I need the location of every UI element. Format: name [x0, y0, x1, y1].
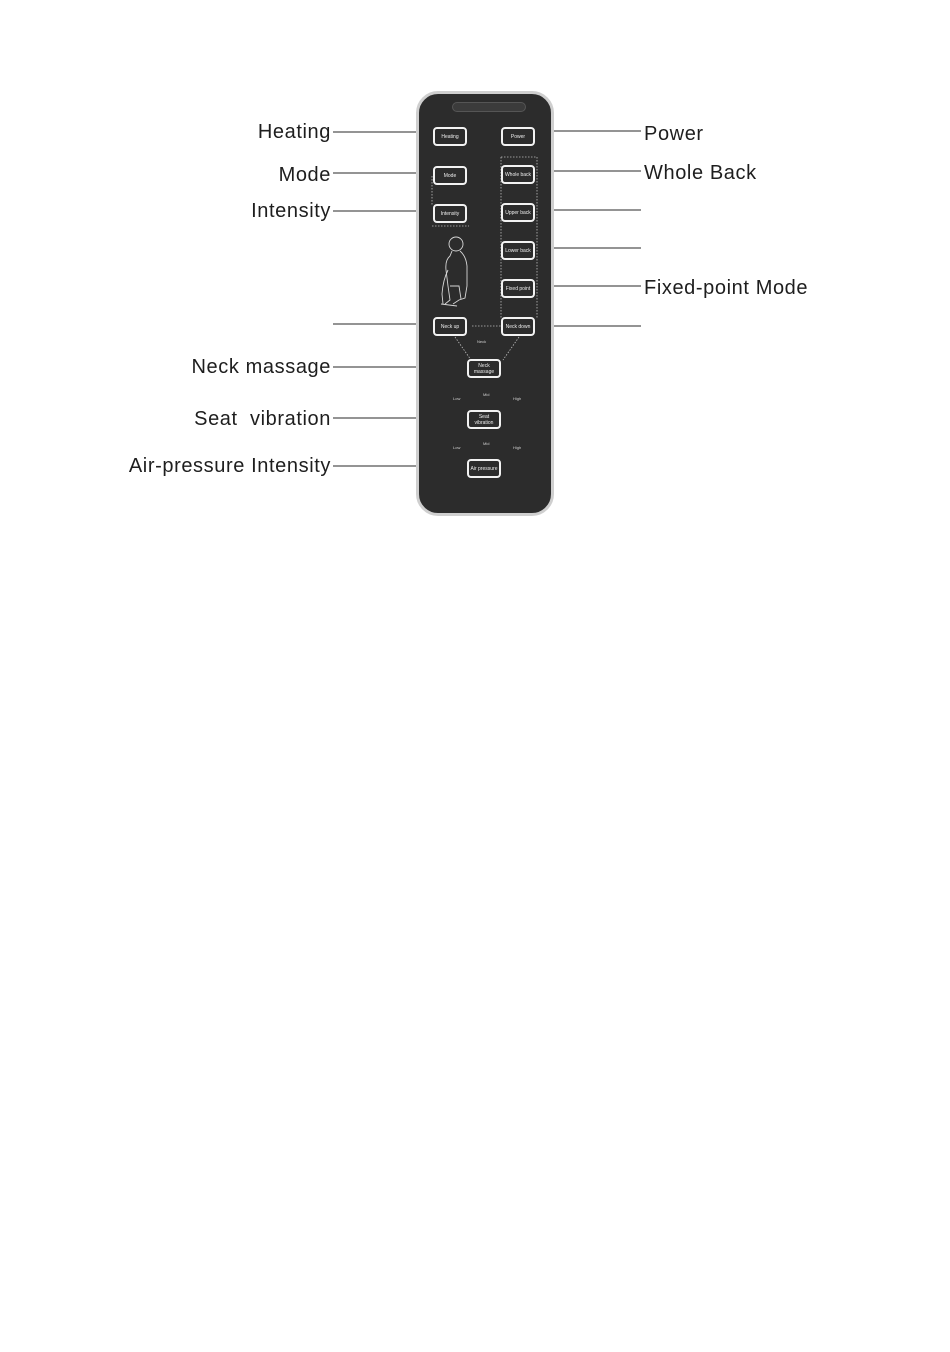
seat-vibration-button[interactable]: Seat vibration: [467, 410, 501, 429]
mode-button[interactable]: Mode: [433, 166, 467, 185]
callout-air-pressure-intensity: Air-pressure Intensity: [128, 455, 331, 477]
vibration-high-label: High: [513, 396, 522, 401]
callout-neck-massage: Neck massage: [191, 356, 331, 378]
callout-mode: Mode: [278, 164, 331, 186]
lower-back-button[interactable]: Lower back: [501, 241, 535, 260]
neck-down-button[interactable]: Neck down: [501, 317, 535, 336]
neck-massage-button[interactable]: Neck massage: [467, 359, 501, 378]
heating-button[interactable]: Heating: [433, 127, 467, 146]
air-high-label: High: [513, 445, 522, 450]
air-mid-label: Mid: [483, 441, 490, 446]
neck-up-button[interactable]: Neck up: [433, 317, 467, 336]
callout-intensity: Intensity: [251, 200, 331, 222]
fixed-point-button[interactable]: Fixed point: [501, 279, 535, 298]
callout-whole-back: Whole Back: [644, 162, 757, 184]
neck-indicator-label: Neck: [477, 339, 487, 344]
body-figure-icon: [441, 237, 467, 306]
remote-control: [416, 91, 554, 516]
callout-power: Power: [644, 123, 704, 145]
callout-heating: Heating: [257, 121, 331, 143]
vibration-low-label: Low: [453, 396, 461, 401]
vibration-mid-label: Mid: [483, 392, 490, 397]
callout-seat-vibration: Seat vibration: [194, 408, 331, 430]
remote-decor: [419, 94, 551, 513]
upper-back-button[interactable]: Upper back: [501, 203, 535, 222]
whole-back-button[interactable]: Whole back: [501, 165, 535, 184]
callout-fixed-point-mode: Fixed-point Mode: [644, 277, 809, 299]
air-low-label: Low: [453, 445, 461, 450]
air-pressure-button[interactable]: Air pressure: [467, 459, 501, 478]
intensity-button[interactable]: Intensity: [433, 204, 467, 223]
power-button[interactable]: Power: [501, 127, 535, 146]
